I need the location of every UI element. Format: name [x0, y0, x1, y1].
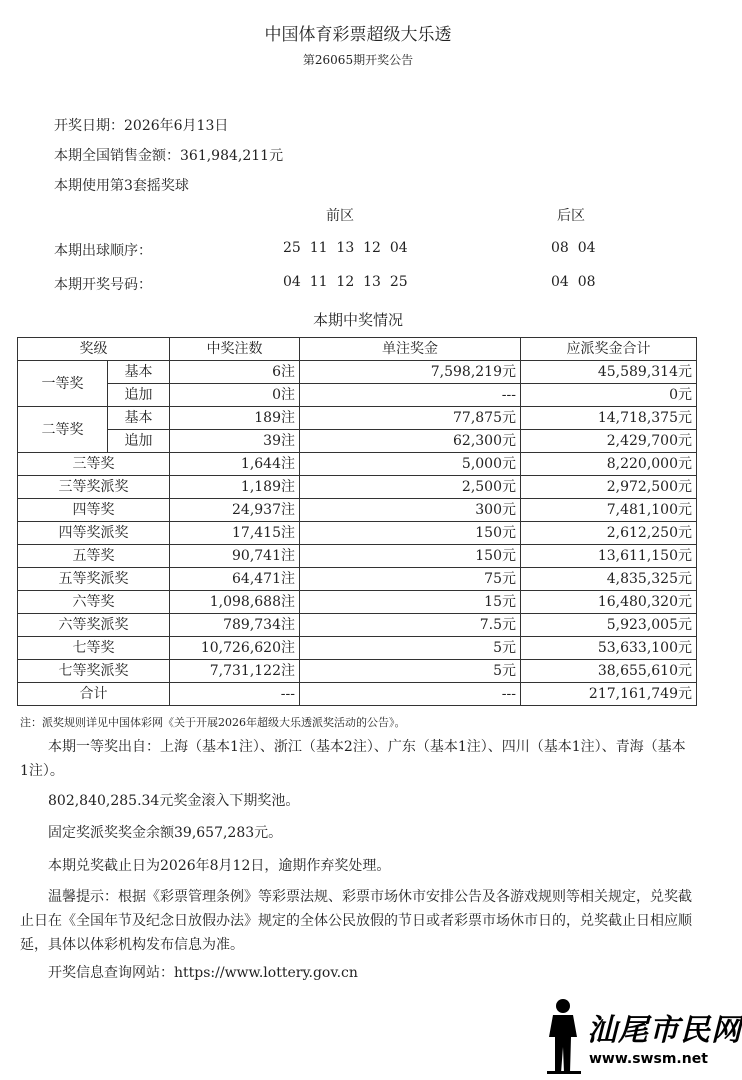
- total-prize: 2,972,500元: [521, 476, 697, 499]
- table-header-row: [18, 338, 697, 361]
- table-row: [18, 407, 697, 430]
- table-row: [18, 430, 697, 453]
- header-unit-prize: 单注奖金: [300, 338, 521, 361]
- total-count: ---: [170, 683, 300, 706]
- prize-level: 四等奖: [18, 499, 170, 522]
- total-amount: 217,161,749元: [521, 683, 697, 706]
- total-prize: 8,220,000元: [521, 453, 697, 476]
- total-prize: 38,655,610元: [521, 660, 697, 683]
- watermark-logo: [545, 995, 742, 1075]
- unit-prize: 5,000元: [300, 453, 521, 476]
- table-row: [18, 637, 697, 660]
- prize-table: [17, 337, 697, 706]
- winner-count: 1,189注: [170, 476, 300, 499]
- winner-count: 64,471注: [170, 568, 300, 591]
- second-extra-prize: 62,300元: [300, 430, 521, 453]
- winner-count: 17,415注: [170, 522, 300, 545]
- prize-level: 六等奖: [18, 591, 170, 614]
- table-row: [18, 476, 697, 499]
- footnote: 注：派奖规则详见中国体彩网《关于开展2026年超级大乐透派奖活动的公告》。: [20, 716, 406, 729]
- unit-prize: 2,500元: [300, 476, 521, 499]
- sales-amount: 本期全国销售金额：361,984,211元: [54, 148, 284, 164]
- header-count: 中奖注数: [170, 338, 300, 361]
- website-info: 开奖信息查询网站：https://www.lottery.gov.cn: [48, 965, 358, 981]
- winner-count: 10,726,620注: [170, 637, 300, 660]
- table-row: [18, 545, 697, 568]
- table-row: [18, 522, 697, 545]
- table-row: [18, 453, 697, 476]
- prize-level: 三等奖派奖: [18, 476, 170, 499]
- second-basic-total: 14,718,375元: [521, 407, 697, 430]
- table-row: [18, 591, 697, 614]
- front-zone-label: 前区: [326, 208, 354, 224]
- first-basic-prize: 7,598,219元: [300, 361, 521, 384]
- draw-order-label: 本期出球顺序：: [54, 243, 152, 259]
- person-silhouette-icon: [545, 997, 585, 1075]
- draw-result-back: 04 08: [551, 274, 596, 290]
- winner-count: 7,731,122注: [170, 660, 300, 683]
- total-prize: 53,633,100元: [521, 637, 697, 660]
- first-extra-count: 0注: [170, 384, 300, 407]
- watermark-text: 汕尾市民网: [587, 1013, 742, 1048]
- ball-set: 本期使用第3套摇奖球: [54, 178, 189, 194]
- issue-subtitle: 第26065期开奖公告: [302, 53, 414, 67]
- first-basic-total: 45,589,314元: [521, 361, 697, 384]
- unit-prize: 300元: [300, 499, 521, 522]
- total-prize: 7,481,100元: [521, 499, 697, 522]
- first-basic-count: 6注: [170, 361, 300, 384]
- first-extra-prize: ---: [300, 384, 521, 407]
- winner-count: 1,098,688注: [170, 591, 300, 614]
- prize-section-title: 本期中奖情况: [312, 311, 403, 329]
- jackpot-rollover: 802,840,285.34元奖金滚入下期奖池。: [48, 793, 300, 809]
- unit-prize: 150元: [300, 545, 521, 568]
- table-row: [18, 568, 697, 591]
- unit-prize: 5元: [300, 660, 521, 683]
- second-basic-prize: 77,875元: [300, 407, 521, 430]
- total-prize: 2,612,250元: [521, 522, 697, 545]
- prize-level: 七等奖派奖: [18, 660, 170, 683]
- page-title: 中国体育彩票超级大乐透: [264, 25, 452, 45]
- table-row: [18, 614, 697, 637]
- table-row: [18, 384, 697, 407]
- table-row: [18, 499, 697, 522]
- draw-result-front: 04 11 12 13 25: [283, 274, 408, 290]
- first-prize-winners: 本期一等奖出自：上海（基本1注）、浙江（基本2注）、广东（基本1注）、四川（基本1注）、青海（基本1注）。: [20, 739, 686, 779]
- back-zone-label: 后区: [557, 208, 585, 224]
- watermark-url: www.swsm.net: [589, 1051, 708, 1067]
- reminder-text: 温馨提示：根据《彩票管理条例》等彩票法规、彩票市场休市安排公告及各游戏规则等相关规定，兑奖截止日在《全国年节及纪念日放假办法》规定的全体公民放假的节日或者彩票市场休市日的，兑奖截止日相应顺延，具体以体彩机构发布信息为准。: [20, 889, 692, 953]
- first-prize-name: 一等奖: [18, 361, 108, 407]
- unit-prize: 150元: [300, 522, 521, 545]
- total-prize: 16,480,320元: [521, 591, 697, 614]
- header-level: 奖级: [18, 338, 170, 361]
- total-prize: 13,611,150元: [521, 545, 697, 568]
- first-basic-type: 基本: [108, 361, 170, 384]
- draw-result-label: 本期开奖号码：: [54, 277, 152, 293]
- prize-level: 五等奖: [18, 545, 170, 568]
- first-extra-type: 追加: [108, 384, 170, 407]
- winner-count: 1,644注: [170, 453, 300, 476]
- draw-order-back: 08 04: [551, 240, 596, 256]
- prize-level: 六等奖派奖: [18, 614, 170, 637]
- header-total: 应派奖金合计: [521, 338, 697, 361]
- table-row: [18, 361, 697, 384]
- draw-date: 开奖日期：2026年6月13日: [54, 118, 229, 134]
- total-prize: ---: [300, 683, 521, 706]
- winner-count: 90,741注: [170, 545, 300, 568]
- prize-rows: [18, 453, 697, 683]
- unit-prize: 75元: [300, 568, 521, 591]
- prize-level: 七等奖: [18, 637, 170, 660]
- draw-order-front: 25 11 13 12 04: [283, 240, 408, 256]
- prize-level: 四等奖派奖: [18, 522, 170, 545]
- total-prize: 4,835,325元: [521, 568, 697, 591]
- prize-level: 三等奖: [18, 453, 170, 476]
- second-extra-type: 追加: [108, 430, 170, 453]
- total-label: 合计: [18, 683, 170, 706]
- second-prize-name: 二等奖: [18, 407, 108, 453]
- second-extra-count: 39注: [170, 430, 300, 453]
- second-basic-type: 基本: [108, 407, 170, 430]
- unit-prize: 7.5元: [300, 614, 521, 637]
- bonus-balance: 固定奖派奖奖金余额39,657,283元。: [48, 825, 283, 841]
- prize-level: 五等奖派奖: [18, 568, 170, 591]
- second-basic-count: 189注: [170, 407, 300, 430]
- total-prize: 5,923,005元: [521, 614, 697, 637]
- unit-prize: 5元: [300, 637, 521, 660]
- winner-count: 789,734注: [170, 614, 300, 637]
- unit-prize: 15元: [300, 591, 521, 614]
- second-extra-total: 2,429,700元: [521, 430, 697, 453]
- table-row: [18, 660, 697, 683]
- first-extra-total: 0元: [521, 384, 697, 407]
- claim-deadline: 本期兑奖截止日为2026年8月12日，逾期作弃奖处理。: [48, 858, 391, 874]
- winner-count: 24,937注: [170, 499, 300, 522]
- total-row: [18, 683, 697, 706]
